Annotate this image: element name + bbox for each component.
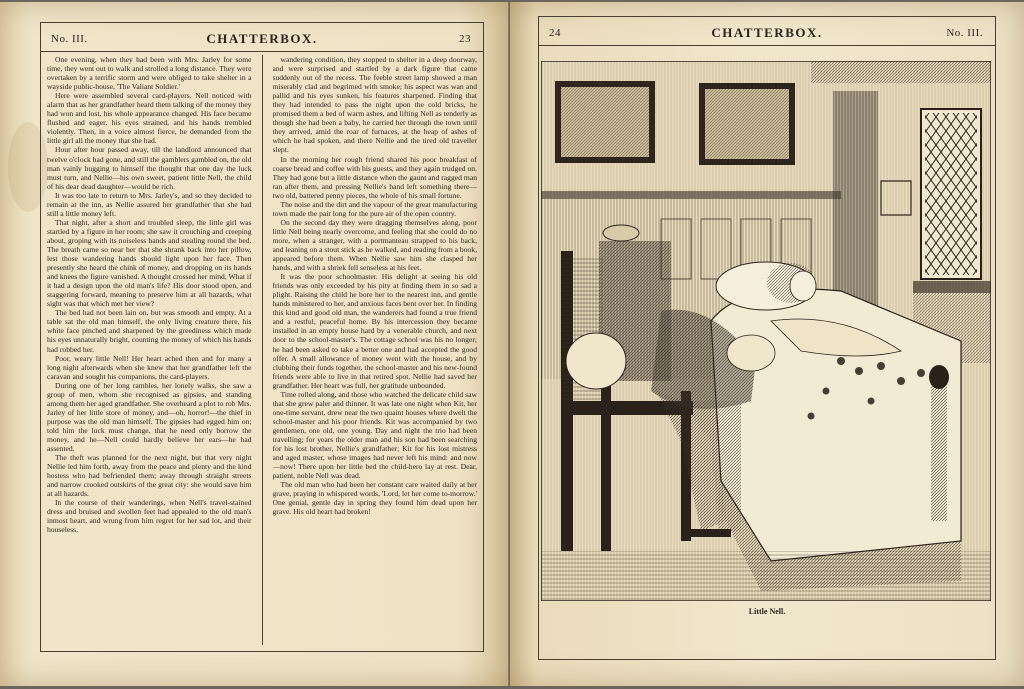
left-magazine-title: CHATTERBOX. (206, 31, 318, 46)
illustration-caption: Little Nell. (748, 607, 786, 616)
girl-face (790, 271, 816, 301)
left-text-columns (47, 55, 477, 645)
text-column-2 (273, 55, 478, 645)
left-page (0, 2, 509, 686)
paragraph: Here were assembled several card-players. Nell noticed with alarm that as her grandfather heard them talking of the money they had won and lost, his whole appearance changed. His face became flushed and eager, his eyes strained, and his hands trembled violently. Then, in a voice almost fierce, he demanded from the little girl all the money that she had. (47, 91, 252, 146)
right-page-number: 24 (549, 27, 561, 39)
column-divider (262, 55, 263, 645)
left-running-head (41, 27, 483, 52)
paragraph: The theft was planned for the next night, but that very night Nellie led him forth, away from the peace and plenty and the kind hostess who had befriended them; away through straight streets and narrow crooked outskirts of the great city: she would save him at all hazards. (47, 453, 252, 499)
paragraph: Hour after hour passed away, till the landlord announced that twelve o'clock had gone, and still the gamblers gambled on, the old man vainly hugging to himself the thought that one day the luck must turn, and Nellie—his own sweet, patient little Nell, the child of his dear dead daughter—would be rich. (47, 145, 252, 191)
left-page-number: 23 (459, 33, 471, 45)
engraving-illustration (541, 61, 991, 601)
right-issue-number: No. III. (946, 27, 983, 39)
right-page (510, 2, 1024, 686)
framed-picture-right (699, 83, 795, 165)
paragraph: On the second day they were dragging themselves along, poor little Nell being nearly overcome, and feeling that she could do no more, when a stranger, with a portmanteau strapped to his back, and leaning on a stout stick as he walked, and reading from a book, appeared before them. When Nellie saw him she clasped her hands, and with a shriek fell senseless at his feet. (272, 217, 477, 273)
right-running-head (539, 21, 995, 46)
paragraph: In the course of their wanderings, when Nell's travel-stained dress and bruised and swollen feet had appealed to the old man's inmost heart, and wrung from him regret for her sad lot, and their houseless, (47, 498, 252, 535)
paragraph: That night, after a short and troubled sleep, the little girl was startled by a figure in her room; she saw it crouching and creeping about, groping with its noiseless hands and stealing round the bed. The breath came so near her that she shrank back into her pillow, lest those wandering hands should light upon her face. Then presently she heard the chink of money, and dropping on its hands and knees the figure vanished. A thought crossed her mind, What if it had a design upon the old man's life? His door stood open, and staggering forward, meaning to preserve him at all hazards, what sight was that which met her view? (47, 217, 252, 309)
paragraph: The bed had not been lain on, but was smooth and empty. At a table sat the old man himself, the only living creature there, his white face pinched and sharpened by the greediness which made his eyes unnaturally bright, counting the money of which his hands had robbed her. (47, 308, 252, 354)
paragraph: Poor, weary little Nell! Her heart ached then and for many a long night afterwards when she knew that her grandfather left the caravan and sought his companions, the card-players. (47, 353, 252, 381)
paragraph: It was too late to return to Mrs. Jarley's, and so they decided to remain at the inn, as Nellie assured her grandfather that she had still a little money left. (47, 190, 252, 218)
left-page-frame (40, 22, 484, 652)
paragraph: One evening, when they had been with Mrs. Jarley for some time, they went out to walk and strolled a long distance. They were overtaken by a terrific storm and were obliged to take shelter in a wayside public-house, 'The Valiant Soldier.' (47, 55, 252, 92)
paragraph: The noise and the dirt and the vapour of the great manufacturing town made the pair long for the pure air of the open country. (272, 199, 477, 218)
paragraph: During one of her long rambles, her lonely walks, she saw a group of men, whom she recognised as gipsies, and standing among them her aged grandfather. She overheard a plot to rob Mrs. Jarley of her little store of money, and—oh, horror!—the thief in purpose was the old man himself. The gipsies had egged him on; told him the luck must change, that he need only borrow the money, and he—Nell could hardly believe her ears—he had assented. (47, 380, 252, 454)
text-column-1 (47, 55, 252, 645)
left-issue-number: No. III. (51, 33, 88, 45)
paragraph: The old man who had been her constant care waited daily at her grave, praying in whispered words, 'Lord, let her come to-morrow.' One genial, gentle day in spring they found him dead upon her grave. His old heart had broken! (272, 480, 477, 517)
paragraph: wandering condition, they stopped to shelter in a deep doorway, and were surprised and startled by a dark figure that came suddenly out of the recess. The feeble street lamp showed a man miserably clad and begrimed with smoke; his aspect was wan and pallid and his eyes sunken, his features sharpened. Finding that they had intended to pass the night upon the cold bricks, he promised them a bed of warm ashes, and lifting Nell as tenderly as though she had been a baby, he carried her through the town until they arrived, amid the roar of furnaces, at the heap of ashes of which he had spoken, and there Nellie and the tired old traveller slept. (272, 55, 477, 155)
right-page-frame (538, 16, 996, 660)
paragraph: Time rolled along, and those who watched the delicate child saw that she grew paler and thinner. It was late one night when Kit, her one-time servant, drew near the two quaint houses where dwelt the school-master and his poor friends. Kit was accompanied by two gentlemen, one old, one young. Day and night the trio had been travelling; for years the older man and his son had been searching for his lost brother, Nellie's grandfather; Kit for his lost mistress and aged master, whose images had never left his mind: and now—now! There upon her little bed the child-hero lay at rest. Dear, patient, noble Nell was dead. (272, 389, 477, 481)
framed-picture-left (555, 81, 655, 163)
paragraph: In the morning her rough friend shared his poor breakfast of coarse bread and coffee with his guests, and they again trudged on. They had gone but a little distance when the gaunt and ragged man ran after them, and pressing Nellie's hand left something there—two old, battered penny pieces, the whole of his small fortune. (272, 154, 477, 200)
paragraph: It was the poor schoolmaster. His delight at seeing his old friends was only exceeded by his pity at finding them in so sad a plight. Raising the child he bore her to the nearest inn, and gentle hands ministered to her, and anxious faces bent over her. In finding this kind and good old man, the wanderers had found a true friend and a restful, peaceful home. By his intercession they became installed in an empty house hard by a venerable church, and next door to the school-master's. The cottage school was his no longer; he had been asked to take a better one and had accepted the good offer. A small allowance of money went with the house, and by clubbing their funds together, the school-master and his new-found friends were able to live in that retired spot. Nellie had saved her grandfather. Her heart was full, her gratitude unbounded. (272, 272, 477, 390)
right-magazine-title: CHATTERBOX. (711, 25, 823, 40)
